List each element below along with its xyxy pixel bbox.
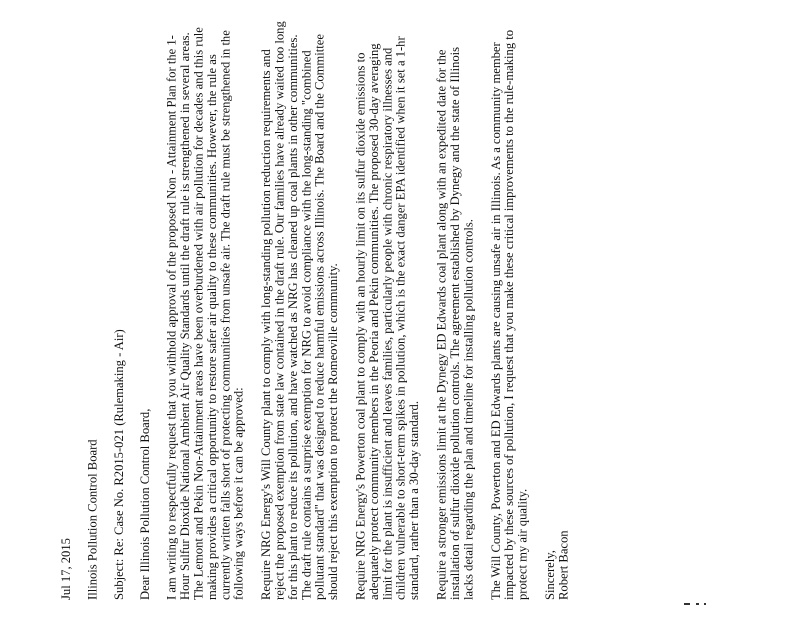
- scan-mark: [696, 603, 699, 605]
- letter-signoff: Sincerely,: [542, 550, 557, 600]
- paragraph-will-county: Require NRG Energy's Will County plant to comply with long-standing pollution reduction requirements and reject the proposed exemption from state law contained in the draft rule. Our families have already waited too long for this plant to reduce its pollution, and have watched as NRG has cleaned up coal plants in other communities. The draft rule contains a surprise exemption for NRG to avoid compliance with the long-standing "combined pollutant standard" that was designed to reduce harmful emissions across Illinois. The Board and the Committee should reject this exemption to protect the Romeoville community.: [259, 21, 341, 600]
- letter-recipient: Illinois Pollution Control Board: [85, 439, 100, 600]
- letter-salutation: Dear Illinois Pollution Control Board,: [138, 408, 153, 600]
- letter-text-column: [60, 20, 790, 600]
- letter-body: [60, 20, 790, 600]
- scan-mark: [684, 603, 690, 605]
- paragraph-edwards: Require a stronger emissions limit at the Dynegy ED Edwards coal plant along with an expedited date for the installation of sulfur dioxide pollution controls. The agreement established by Dynegy and the state of Illinois lacks detail regarding the plan and timeline for installing pollution controls.: [434, 46, 476, 600]
- spacer: [153, 20, 166, 600]
- letter-subject: Subject: Re: Case No. R2015-021 (Rulemaking - Air): [111, 329, 126, 600]
- paragraph-closing: The Will County, Powerton and ED Edwards plants are causing unsafe air in Illinois. As a community member impacted by these sources of pollution, I request that you make these critical improvements to the rule-making to protect my air quality.: [488, 29, 530, 600]
- letter-date: Jul 17, 2015: [59, 538, 73, 600]
- scan-mark: [704, 603, 706, 605]
- scan-artifact: [684, 599, 784, 611]
- letter-signer: Robert Bacon: [556, 530, 571, 600]
- paragraph-powerton: Require NRG Energy's Powerton coal plant to comply with an hourly limit on its sulfur dioxide emissions to adequately protect community members in the Peoria and Pekin communities. The proposed 30-day averaging limit for the plant is insufficient and leaves families, particularly people with chronic respiratory illnesses and children vulnerable to short-term spikes in pollution, which is the exact danger EPA identified when it set a 1-hr standard, rather than a 30-day standard.: [353, 36, 422, 600]
- paragraph-intro: I am writing to respectfully request that you withhold approval of the proposed Non - Attainment Plan for the 1-Hour Sulfur Dioxide National Ambient Air Quality Standards until the draft rule is strengthened in several areas. The Lemont and Pekin Non-Attainment areas have been overburdened with air pollution for decades and this rule making provides a critical opportunity to restore safer air quality to these communities. However, the rule as currently written falls short of protecting communities from unsafe air. The draft rule must be strengthened in the following ways before it can be approved:: [164, 27, 246, 600]
- spacer: [100, 20, 113, 600]
